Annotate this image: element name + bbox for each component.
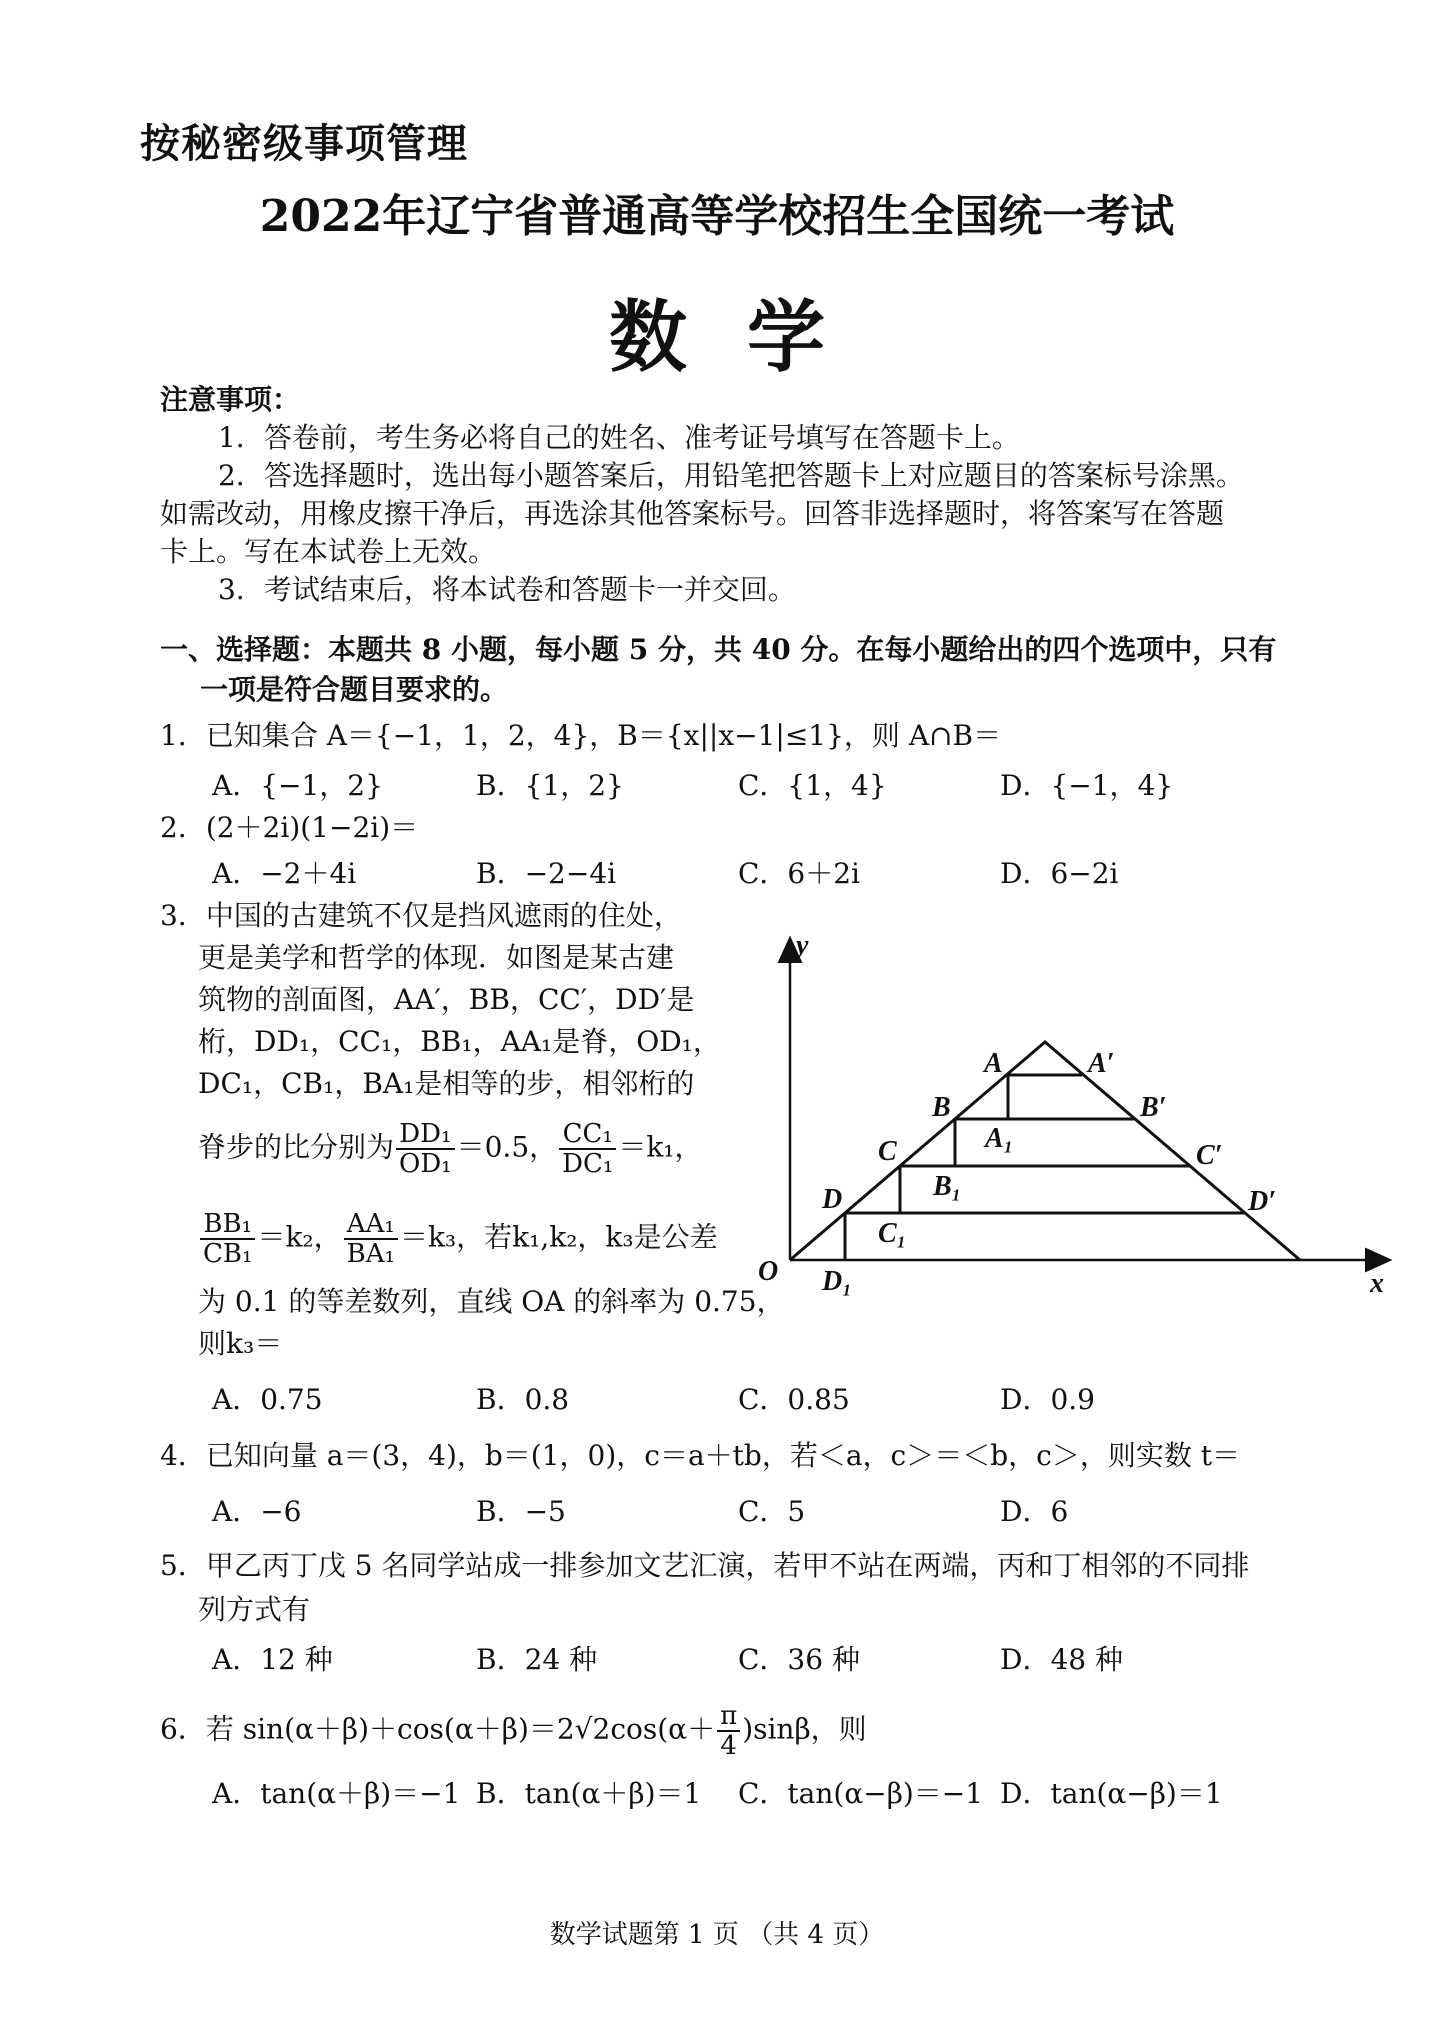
q3-ratio-3-value: ＝k₂，	[257, 1220, 342, 1254]
q6-option-c: C．tan(α−β)＝−1	[738, 1777, 984, 1810]
subject-title: 数学	[608, 292, 885, 383]
x-axis-label: x	[1370, 1268, 1384, 1299]
point-c1-label: C₁	[878, 1218, 907, 1249]
q3-ratio-4-value: ＝k₃，若k₁,k₂，k₃是公差	[399, 1220, 718, 1254]
point-c-prime-label: C′	[1196, 1140, 1223, 1171]
q3-line-3: 筑物的剖面图，AA′，BB，CC′，DD′是	[198, 983, 695, 1016]
q6-stem-end: )sinβ，则	[742, 1712, 867, 1746]
q5-option-c: C．36 种	[738, 1643, 860, 1676]
question-6-stem	[160, 1702, 867, 1760]
q3-ratio-2-value: ＝k₁，	[618, 1130, 703, 1164]
q3-line-2: 更是美学和哲学的体现．如图是某古建	[198, 941, 675, 974]
q6-option-d: D．tan(α−β)＝1	[1000, 1777, 1223, 1810]
q1-option-d: D．{−1，4}	[1000, 769, 1174, 802]
q4-option-d: D．6	[1000, 1495, 1069, 1528]
ratio-fraction-4	[344, 1210, 398, 1268]
ratio-fraction-2	[559, 1120, 616, 1178]
origin-label: O	[758, 1256, 779, 1287]
q4-option-c: C．5	[738, 1495, 806, 1528]
fraction-denominator: 4	[720, 1731, 737, 1761]
q6-stem-text: 6．若 sin(α＋β)＋cos(α＋β)＝2√2cos(α＋	[160, 1712, 716, 1746]
fraction-numerator: BB₁	[200, 1210, 255, 1240]
q3-line-9: 则k₃＝	[198, 1327, 283, 1360]
q3-line-8: 为 0.1 的等差数列，直线 OA 的斜率为 0.75，	[198, 1285, 785, 1318]
q3-option-d: D．0.9	[1000, 1383, 1095, 1416]
fraction-numerator: AA₁	[344, 1210, 398, 1240]
section-heading: 一、选择题：本题共 8 小题，每小题 5 分，共 40 分。在每小题给出的四个选项中，只有	[160, 633, 1277, 666]
fraction-numerator: CC₁	[559, 1120, 616, 1150]
notes-title: 注意事项：	[160, 383, 301, 416]
fraction-denominator: CB₁	[203, 1239, 253, 1269]
question-5-stem-cont: 列方式有	[198, 1593, 311, 1626]
note-3: 3．考试结束后，将本试卷和答题卡一并交回。	[218, 573, 796, 606]
q2-option-c: C．6＋2i	[738, 857, 861, 890]
q6-option-b: B．tan(α＋β)＝1	[476, 1777, 702, 1810]
q5-option-d: D．48 种	[1000, 1643, 1123, 1676]
point-a-label: A	[984, 1048, 1003, 1079]
q3-line-1: 3．中国的古建筑不仅是挡风遮雨的住处，	[160, 899, 682, 932]
question-4-stem: 4．已知向量 a＝(3，4)，b＝(1，0)，c＝a＋tb，若＜a，c＞＝＜b，c＞，则实数 t＝	[160, 1439, 1240, 1472]
point-a-prime-label: A′	[1088, 1048, 1115, 1079]
q5-option-b: B．24 种	[476, 1643, 598, 1676]
q6-option-a: A．tan(α＋β)＝−1	[212, 1777, 461, 1810]
question-5-stem: 5．甲乙丙丁戊 5 名同学站成一排参加文艺汇演，若甲不站在两端，丙和丁相邻的不同排	[160, 1549, 1250, 1582]
note-2-cont: 如需改动，用橡皮擦干净后，再选涂其他答案标号。回答非选择题时，将答案写在答题	[160, 497, 1225, 530]
y-axis-label: y	[796, 930, 809, 961]
q1-option-b: B．{1，2}	[476, 769, 624, 802]
fraction-numerator: DD₁	[396, 1120, 455, 1150]
q3-line-4: 桁，DD₁，CC₁，BB₁，AA₁是脊，OD₁，	[198, 1025, 721, 1058]
point-b1-label: B₁	[933, 1171, 962, 1202]
fraction-numerator: π	[717, 1702, 740, 1732]
building-cross-section-diagram	[750, 930, 1400, 1300]
q3-line-7	[198, 1210, 718, 1268]
exam-title: 2022年辽宁省普通高等学校招生全国统一考试	[259, 191, 1175, 242]
q3-line-5: DC₁，CB₁，BA₁是相等的步，相邻桁的	[198, 1067, 695, 1100]
ratio-fraction-3	[200, 1210, 255, 1268]
point-b-prime-label: B′	[1140, 1092, 1167, 1123]
fraction-denominator: DC₁	[562, 1149, 614, 1179]
point-d-prime-label: D′	[1248, 1186, 1277, 1217]
point-d-label: D	[822, 1184, 843, 1215]
q4-option-a: A．−6	[212, 1495, 302, 1528]
question-1-stem: 1．已知集合 A＝{−1，1，2，4}，B＝{x||x−1|≤1}，则 A∩B＝	[160, 719, 1002, 752]
section-heading-cont: 一项是符合题目要求的。	[200, 673, 509, 706]
note-2-end: 卡上。写在本试卷上无效。	[160, 535, 497, 568]
q1-option-a: A．{−1，2}	[212, 769, 383, 802]
q1-option-c: C．{1，4}	[738, 769, 887, 802]
point-d1-label: D₁	[822, 1266, 852, 1297]
q5-option-a: A．12 种	[212, 1643, 333, 1676]
note-1: 1．答卷前，考生务必将自己的姓名、准考证号填写在答题卡上。	[218, 421, 1020, 454]
q3-line-6-text: 脊步的比分别为	[198, 1130, 395, 1164]
point-a1-label: A₁	[985, 1123, 1014, 1154]
q2-option-d: D．6−2i	[1000, 857, 1119, 890]
secrecy-label: 按秘密级事项管理	[140, 120, 468, 167]
pi-over-4-fraction	[717, 1702, 740, 1760]
fraction-denominator: BA₁	[346, 1239, 395, 1269]
q3-option-c: C．0.85	[738, 1383, 850, 1416]
q3-option-b: B．0.8	[476, 1383, 570, 1416]
ratio-fraction-1	[396, 1120, 455, 1178]
q2-option-a: A．−2＋4i	[212, 857, 357, 890]
note-2: 2．答选择题时，选出每小题答案后，用铅笔把答题卡上对应题目的答案标号涂黑。	[218, 459, 1244, 492]
page-footer: 数学试题第 1 页 （共 4 页）	[549, 1920, 885, 1950]
q3-option-a: A．0.75	[212, 1383, 323, 1416]
point-b-label: B	[932, 1092, 951, 1123]
q2-option-b: B．−2−4i	[476, 857, 617, 890]
q4-option-b: B．−5	[476, 1495, 566, 1528]
fraction-denominator: OD₁	[399, 1149, 452, 1179]
q3-line-6	[198, 1120, 703, 1178]
question-2-stem: 2．(2＋2i)(1−2i)＝	[160, 811, 419, 844]
point-c-label: C	[878, 1136, 897, 1167]
q3-ratio-1-value: ＝0.5，	[456, 1130, 558, 1164]
